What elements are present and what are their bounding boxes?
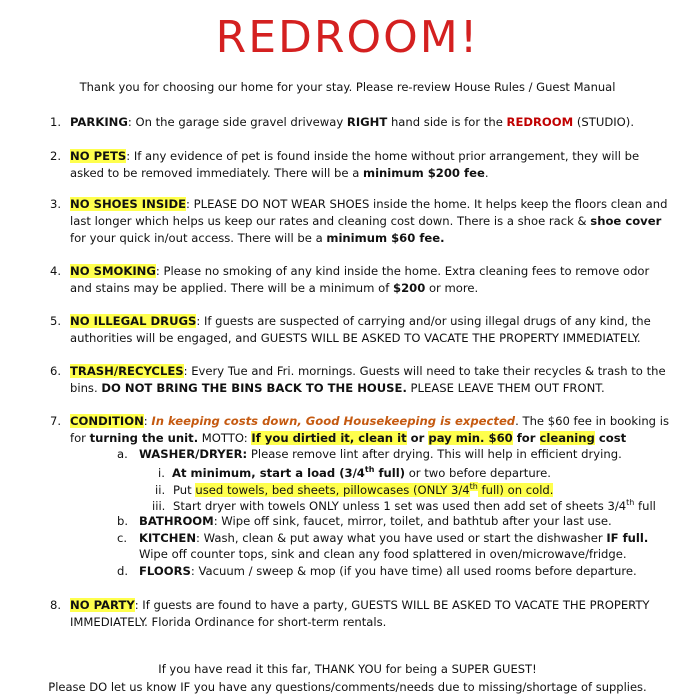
rule-label: NO ILLEGAL DRUGS (70, 314, 197, 328)
rule-number: 3. (50, 197, 62, 211)
rule-bold: cost (594, 431, 627, 445)
rule-label: NO SMOKING (70, 264, 156, 278)
rule-no-pets (50, 148, 670, 182)
sub-label: b. (117, 514, 129, 528)
sub-item-kitchen-line2: Wipe off counter tops, sink and clean any food splattered in oven/microwave/fridge. (139, 547, 627, 561)
rule-text: PLEASE LEAVE THEM OUT FRONT. (406, 381, 605, 395)
superscript: th (469, 482, 478, 491)
sub-item-washer (117, 446, 622, 462)
rule-bold: for (512, 431, 540, 445)
rule-bold: or (406, 431, 429, 445)
rule-trash (50, 363, 670, 397)
rule-text: : PLEASE DO NOT WEAR SHOES inside the home. It helps keep the floors clean and last longer which helps us keep our rates and cleaning cost down. There is a shoe rack & (70, 197, 668, 228)
sub-title: KITCHEN (139, 531, 197, 545)
sub-title: BATHROOM (139, 514, 214, 528)
superscript: th (364, 465, 375, 474)
footer-thanks: If you have read it this far, THANK YOU for being a SUPER GUEST! (158, 662, 537, 676)
sub-bold: full) (374, 465, 406, 480)
sub-item-floors (117, 563, 637, 579)
rule-condition (50, 413, 670, 447)
sub-bold: At minimum, start a load (3/4 (172, 465, 365, 480)
page-title: REDROOM! (215, 12, 480, 63)
rule-bold: DO NOT BRING THE BINS BACK TO THE HOUSE. (101, 381, 407, 395)
rule-parking (50, 114, 670, 131)
sub-label: i. (158, 465, 165, 480)
sub-highlight: full) on cold. (477, 482, 554, 497)
rule-no-smoking (50, 263, 670, 297)
rule-label: NO PARTY (70, 598, 135, 612)
rule-number: 5. (50, 314, 62, 328)
sub-text: : Wipe off sink, faucet, mirror, toilet, and bathtub after your last use. (213, 514, 612, 528)
rule-label: NO PETS (70, 149, 127, 163)
rule-label: NO SHOES INSIDE (70, 197, 187, 211)
rule-emphasis: In keeping costs down, Good Housekeeping is expected (151, 414, 516, 428)
sub-label: iii. (152, 498, 166, 513)
rule-text: hand side is for the (387, 115, 507, 129)
motto-highlight: pay min. $60 (428, 431, 513, 445)
rule-text: : On the garage side gravel driveway (127, 115, 347, 129)
rule-text: : Please no smoking of any kind inside the home. Extra cleaning fees to remove odor and stains may be applied. There will be a minimum of (70, 264, 650, 295)
rule-no-drugs (50, 313, 670, 347)
redroom-label: REDROOM (506, 115, 574, 129)
footer-contact: Please DO let us know IF you have any questions/comments/needs due to missing/shortage of supplies. (48, 680, 647, 694)
sub-item-bathroom (117, 513, 612, 529)
rule-number: 2. (50, 149, 62, 163)
rule-text: (STUDIO). (573, 115, 635, 129)
sub-highlight: used towels, bed sheets, pillowcases (ONLY 3/4 (195, 482, 470, 497)
rule-number: 7. (50, 414, 62, 428)
rule-bold: shoe cover (590, 214, 662, 228)
rule-label: PARKING (70, 115, 128, 129)
rule-bold: turning the unit. (89, 431, 199, 445)
intro-text: Thank you for choosing our home for your stay. Please re-review House Rules / Guest Manual (79, 80, 616, 94)
sub-text: full (634, 498, 656, 513)
rule-text: : If guests are found to have a party, GUESTS WILL BE ASKED TO VACATE THE PROPERTY IMMEDIATELY. Florida Ordinance for short-term rentals. (70, 598, 650, 629)
rule-text: : (143, 414, 152, 428)
rule-text: or more. (425, 281, 479, 295)
sub-label: c. (117, 531, 128, 545)
rule-bold: minimum $200 fee (363, 166, 485, 180)
sub-bold: IF full. (606, 531, 649, 545)
sub-label: d. (117, 564, 129, 578)
motto-highlight: cleaning (539, 431, 595, 445)
superscript: th (626, 498, 635, 507)
sub-text: : Wash, clean & put away what you have used or start the dishwasher (196, 531, 607, 545)
rule-text: MOTTO: (198, 431, 252, 445)
rule-text: . (484, 166, 489, 180)
rule-text: . The $60 fee in booking is for (70, 414, 669, 445)
rule-text: : Every Tue and Fri. mornings. Guests will need to take their recycles & trash to the bins. (70, 364, 666, 395)
rule-bold: $200 (393, 281, 426, 295)
sub-text: or two before departure. (405, 465, 551, 480)
sub-text: Please remove lint after drying. This will help in efficient drying. (247, 447, 622, 461)
sub-title: FLOORS (139, 564, 191, 578)
sub-text: Start dryer with towels ONLY unless 1 set was used then add set of sheets 3/4 (173, 498, 627, 513)
rule-label: CONDITION (70, 414, 144, 428)
rule-text: : If guests are suspected of carrying and/or using illegal drugs of any kind, the authorities will be engaged, and GUESTS WILL BE ASKED TO VACATE THE PROPERTY IMMEDIATELY. (70, 314, 651, 345)
rule-bold: RIGHT (346, 115, 388, 129)
sub-sub-item-iii (152, 495, 656, 514)
rule-number: 6. (50, 364, 62, 378)
rule-number: 4. (50, 264, 62, 278)
sub-label: ii. (155, 482, 166, 497)
sub-text: Put (173, 482, 196, 497)
motto-highlight: If you dirtied it, clean it (251, 431, 407, 445)
rule-number: 8. (50, 598, 62, 612)
sub-label: a. (117, 447, 128, 461)
rule-no-shoes (50, 196, 670, 247)
rule-text: for your quick in/out access. There will be a (70, 231, 327, 245)
rule-bold: minimum $60 fee. (326, 231, 445, 245)
rule-no-party (50, 597, 670, 631)
sub-text: : Vacuum / sweep & mop (if you have time) all used rooms before departure. (190, 564, 637, 578)
sub-item-kitchen (117, 530, 648, 546)
rule-label: TRASH/RECYCLES (70, 364, 184, 378)
rule-number: 1. (50, 115, 62, 129)
sub-title: WASHER/DRYER: (139, 447, 248, 461)
rule-text: : If any evidence of pet is found inside the home without prior arrangement, they will be asked to be removed immediately. There will be a (70, 149, 640, 180)
